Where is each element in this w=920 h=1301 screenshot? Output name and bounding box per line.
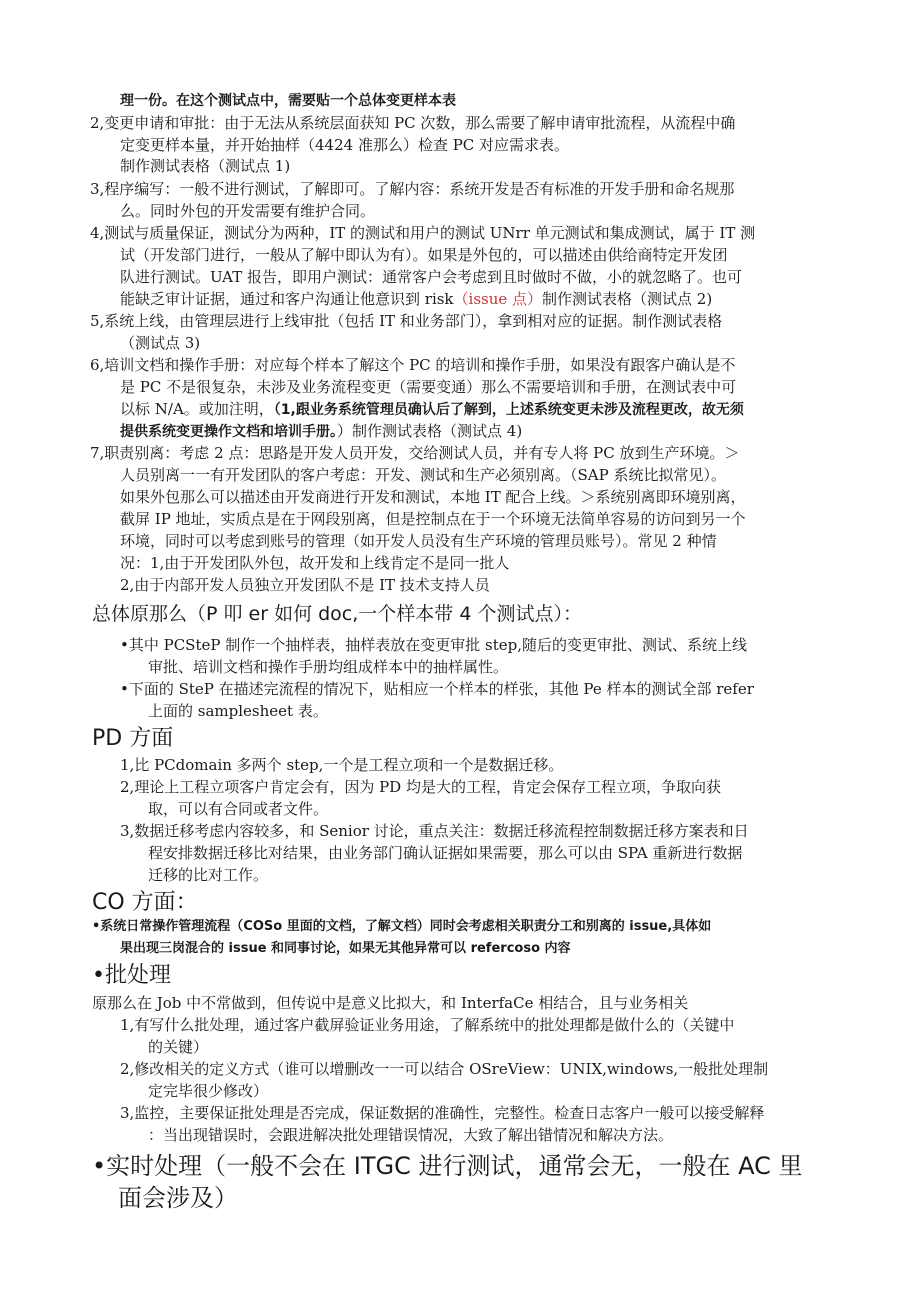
principle-heading: 总体原那么（P 叩 er 如何 doc,一个样本带 4 个测试点）： <box>92 603 582 625</box>
text-line: 截屏 IP 地址，实质点是在于网段别离，但是控制点在于一个环境无法简单容易的访问到另一个 <box>120 510 746 528</box>
pd-line: 3,数据迁移考虑内容较多，和 Senior 讨论，重点关注：数据迁移流程控制数据迁移方案表和日 <box>120 822 749 840</box>
issue-tag: （issue 点） <box>453 290 543 308</box>
realtime-heading: •实时处理（一般不会在 ITGC 进行测试，通常会无，一般在 AC 里 <box>92 1152 803 1180</box>
co-line: 果出现三岗混合的 issue 和同事讨论，如果无其他异常可以 refercoso 内容 <box>120 941 571 956</box>
manual-line-end: ）制作测试表格（测试点 4) <box>337 422 523 440</box>
risk-line-end: 制作测试表格（测试点 2) <box>542 290 713 308</box>
bullet-line: 审批、培训文档和操作手册均组成样本中的抽样属性。 <box>148 658 509 676</box>
text-line: 2,变更申请和审批：由于无法从系统层面获知 PC 次数，那么需要了解申请审批流程，从流程中确 <box>90 114 736 132</box>
text-line: 人员别离一一有开发团队的客户考虑：开发、测试和生产必须别离。（SAP 系统比拟常见）。 <box>120 466 726 484</box>
batch-line: 1,有写什么批处理，通过客户截屏验证业务用途，了解系统中的批处理都是做什么的（关键中 <box>120 1016 735 1034</box>
na-line-bold: （1,跟业务系统管理员确认后了解到，上述系统变更未涉及流程更改，故无须 <box>273 402 744 418</box>
text-line: 7,职责别离：考虑 2 点：思路是开发人员开发，交给测试人员，并有专人将 PC 放到生产环境。＞ <box>90 444 740 462</box>
pd-line: 取，可以有合同或者文件。 <box>148 800 329 818</box>
batch-line: 定完毕很少修改） <box>148 1082 269 1100</box>
text-line: 是 PC 不是很复杂，未涉及业务流程变更（需要变通）那么不需要培训和手册，在测试表中可 <box>120 378 737 396</box>
batch-line: ：当出现错误时，会跟进解决批处理错误情况，大致了解出错情况和解决方法。 <box>148 1126 674 1144</box>
manual-line-bold: 提供系统变更操作文档和培训手册。 <box>120 424 337 440</box>
text-line: 队进行测试。UAT 报告，即用户测试：通常客户会考虑到且时做时不做，小的就忽略了。也可 <box>120 268 742 286</box>
bullet-line: 上面的 samplesheet 表。 <box>148 702 328 720</box>
risk-line <box>120 292 712 307</box>
text-line: 2,由于内部开发人员独立开发团队不是 IT 技术支持人员 <box>120 576 490 594</box>
co-heading: CO 方面： <box>92 890 198 915</box>
text-line: 5,系统上线，由管理层进行上线审批（包括 IT 和业务部门），拿到相对应的证据。制作测试表格 <box>90 312 723 330</box>
na-line-start: 以标 N/A。或加注明， <box>120 400 274 418</box>
bullet-line: •其中 PCSteP 制作一个抽样表，抽样表放在变更审批 step,随后的变更审批、测试、系统上线 <box>120 636 747 654</box>
text-line: 定变更样本量，并开始抽样（4424 准那么）检查 PC 对应需求表。 <box>120 136 570 154</box>
batch-line: 2,修改相关的定义方式（谁可以增删改一一可以结合 OSreView：UNIX,windows,一般批处理制 <box>120 1060 769 1078</box>
bullet-line: •下面的 SteP 在描述完流程的情况下，贴相应一个样本的样张，其他 Pe 样本的测试全部 refer <box>120 680 754 698</box>
batch-line: 3,监控，主要保证批处理是否完成，保证数据的准确性，完整性。检查日志客户一般可以接受解释 <box>120 1104 765 1122</box>
pd-line: 2,理论上工程立项客户肯定会有，因为 PD 均是大的工程，肯定会保存工程立项，争取向获 <box>120 778 721 796</box>
pd-heading: PD 方面 <box>92 726 174 751</box>
pd-line: 程安排数据迁移比对结果，由业务部门确认证据如果需要，那么可以由 SPA 重新进行数据 <box>148 844 743 862</box>
text-line: 么。同时外包的开发需要有维护合同。 <box>120 202 376 220</box>
text-line: 6,培训文档和操作手册：对应每个样本了解这个 PC 的培训和操作手册，如果没有跟客户确认是不 <box>90 356 736 374</box>
text-line: （测试点 3) <box>120 334 201 352</box>
batch-line: 的关键） <box>148 1038 209 1056</box>
risk-line-start: 能缺乏审计证据，通过和客户沟通让他意识到 risk <box>120 290 454 308</box>
pd-line: 1,比 PCdomain 多两个 step,一个是工程立项和一个是数据迁移。 <box>120 756 564 774</box>
text-line: 3,程序编写：一般不进行测试，了解即可。了解内容：系统开发是否有标准的开发手册和命名规那 <box>90 180 735 198</box>
realtime-heading-cont: 面会涉及） <box>118 1184 238 1212</box>
text-line: 环境，同时可以考虑到账号的管理（如开发人员没有生产环境的管理员账号）。常见 2 种情 <box>120 532 717 550</box>
text-line: 4,测试与质量保证，测试分为两种，IT 的测试和用户的测试 UNrr 单元测试和集成测试，属于 IT 测 <box>90 224 756 242</box>
batch-heading: •批处理 <box>92 963 171 988</box>
text-line: 如果外包那么可以描述由开发商进行开发和测试，本地 IT 配合上线。＞系统别离即环境别离， <box>120 488 746 506</box>
text-line: 制作测试表格（测试点 1) <box>120 157 291 175</box>
intro-line: 理一份。在这个测试点中，需要贴一个总体变更样本表 <box>120 93 456 109</box>
na-line <box>120 402 744 417</box>
text-line: 试（开发部门进行，一般从了解中即认为有）。如果是外包的，可以描述由供给商特定开发团 <box>120 246 728 264</box>
text-line: 况：1,由于开发团队外包，故开发和上线肯定不是同一批人 <box>120 554 510 572</box>
manual-line <box>120 424 522 439</box>
batch-intro: 原那么在 Job 中不常做到，但传说中是意义比拟大，和 InterfaCe 相结合，且与业务相关 <box>92 994 689 1012</box>
co-line: •系统日常操作管理流程（COSo 里面的文档，了解文档）同时会考虑相关职责分工和别离的 issue,具体如 <box>92 919 712 934</box>
pd-line: 迁移的比对工作。 <box>148 866 269 884</box>
